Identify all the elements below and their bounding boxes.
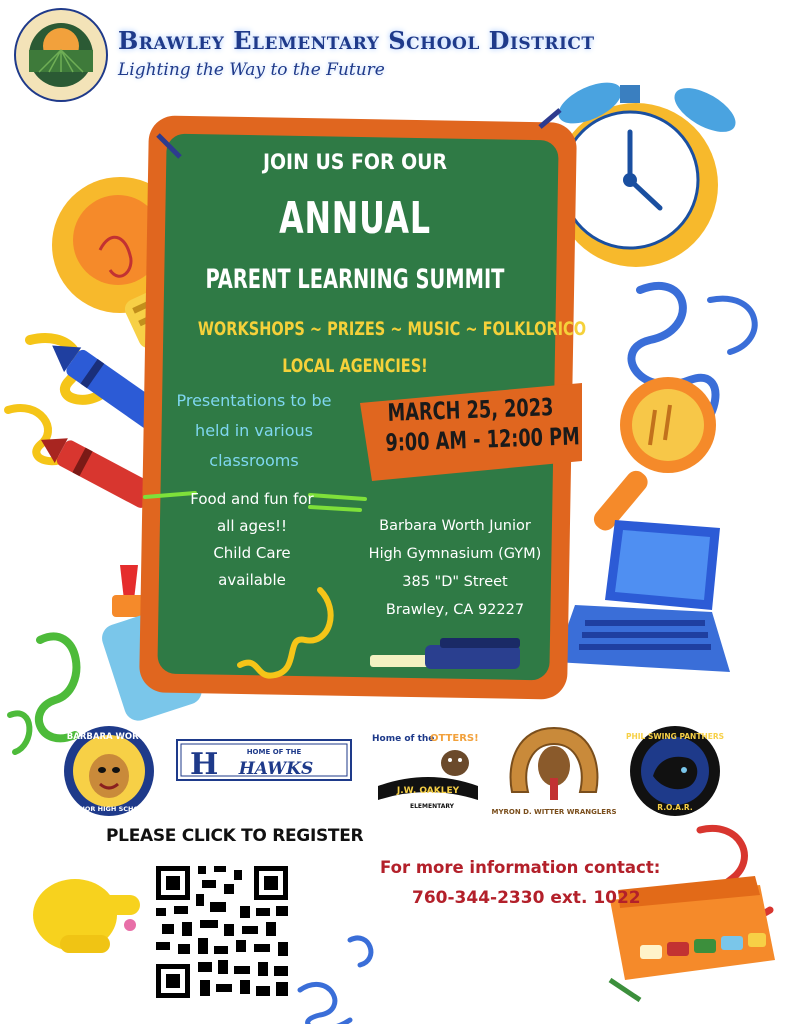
- headline-annual: ANNUAL: [279, 193, 431, 244]
- food-text: Food and fun for all ages!!: [190, 490, 314, 535]
- district-seal: [14, 8, 108, 102]
- event-date: MARCH 25, 2023: [387, 393, 554, 427]
- phil-swing-logo: [625, 724, 725, 818]
- event-name: PARENT LEARNING SUMMIT: [205, 264, 505, 295]
- oakley-text-name: J.W. OAKLEY: [396, 786, 460, 796]
- venue-address: [355, 512, 555, 624]
- barbara-worth-text-top: BARBARA WORTH: [66, 732, 152, 742]
- laptop-icon: [555, 520, 730, 672]
- register-label: PLEASE CLICK TO REGISTER: [106, 826, 364, 846]
- presentations-note: Presentations to be held in various classrooms: [176, 391, 332, 470]
- barbara-worth-text-bottom: JUNIOR HIGH SCHOOL: [69, 805, 149, 813]
- hawks-logo: [176, 739, 352, 781]
- pointing-hand-icon: [33, 879, 140, 953]
- contact-label: For more information contact:: [380, 858, 661, 877]
- intro-text: JOIN US FOR OUR: [262, 150, 448, 174]
- phil-swing-text-top: PHIL SWING PANTHERS: [625, 732, 725, 741]
- local-agencies: LOCAL AGENCIES!: [282, 355, 428, 377]
- childcare-text: Child Care available: [213, 544, 291, 589]
- registration-qr-code[interactable]: [152, 862, 292, 1002]
- oakley-text-top: Home of the: [372, 734, 435, 744]
- district-tagline: Lighting the Way to the Future: [118, 60, 385, 80]
- barbara-worth-logo: [62, 724, 156, 818]
- venue-line-3: 385 "D" Street: [402, 574, 508, 590]
- event-datetime: [384, 392, 581, 458]
- witter-logo: [491, 722, 617, 818]
- activities-list: WORKSHOPS ~ PRIZES ~ MUSIC ~ FOLKLORICO: [197, 318, 587, 340]
- alarm-clock-icon: [552, 74, 742, 267]
- food-and-childcare: [188, 486, 316, 594]
- magnifying-glass-icon: [590, 377, 716, 535]
- hawks-text-small: HOME OF THE: [246, 748, 302, 756]
- oakley-logo: [370, 728, 486, 814]
- oakley-text-accent: OTTERS!: [430, 733, 479, 744]
- yellow-chalk-squiggle: [230, 585, 350, 695]
- venue-line-1: Barbara Worth Junior: [379, 518, 531, 534]
- venue-line-2: High Gymnasium (GYM): [368, 546, 542, 562]
- oakley-text-sub: ELEMENTARY: [409, 803, 455, 810]
- district-name: Brawley Elementary School District: [118, 26, 595, 55]
- svg-text:H: H: [190, 747, 219, 782]
- hawks-text-big: HAWKS: [238, 759, 314, 779]
- event-time: 9:00 AM - 12:00 PM: [384, 422, 581, 457]
- contact-phone[interactable]: 760-344-2330 ext. 1022: [412, 888, 641, 908]
- venue-line-4: Brawley, CA 92227: [385, 602, 525, 618]
- witter-text: MYRON D. WITTER WRANGLERS: [491, 808, 617, 816]
- phil-swing-text-bottom: R.O.A.R.: [657, 803, 693, 812]
- blue-squiggle-bottom: [300, 984, 350, 1024]
- red-crayon-icon: [34, 427, 156, 509]
